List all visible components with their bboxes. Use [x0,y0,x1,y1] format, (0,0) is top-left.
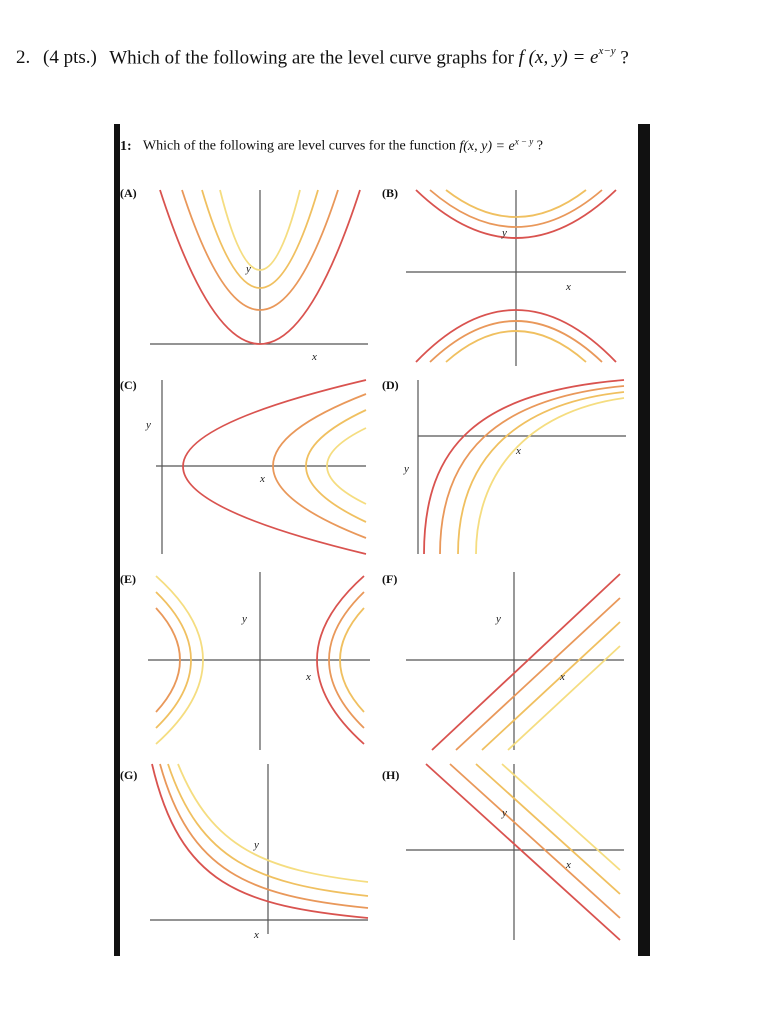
plot-d-curve [458,392,624,554]
level-curve-plots [120,124,638,956]
plot-c-x-label: x [260,473,265,485]
question-prompt: Which of the following are the level curve graphs for [109,47,514,69]
function-base: f (x, y) = e [518,47,599,69]
question-points: (4 pts.) [43,47,97,69]
question-text [16,40,760,71]
plot-g [150,764,368,941]
plot-h-curve [502,764,620,870]
figure-function-exponent: x − y [514,136,534,146]
plot-g-curve [160,764,368,908]
plot-d-curve [476,398,624,554]
plot-g-curve [178,764,368,882]
plot-e-y-label: y [242,613,247,625]
plot-g-x-label: x [254,929,259,941]
figure-end: ? [536,138,543,154]
question-end: ? [620,47,629,69]
plot-d-curve [424,380,624,554]
plot-d-y-label: y [404,463,409,475]
plot-h-y-label: y [502,807,507,819]
plot-b [406,190,626,366]
plot-b-x-label: x [566,281,571,293]
plot-f-curve [432,574,620,750]
plot-b-y-label: y [502,227,507,239]
figure-panel [114,124,650,956]
plot-f [406,572,624,750]
plot-g-curve [152,764,368,918]
plot-d-x-label: x [516,445,521,457]
plot-f-curve [482,622,620,750]
label-c: (C) [120,378,137,392]
question-function [519,47,616,68]
plot-f-curve [456,598,620,750]
plot-g-y-label: y [254,839,259,851]
plot-h-x-label: x [566,859,571,871]
plot-h [406,764,624,940]
plot-f-x-label: x [560,671,565,683]
plot-h-curve [426,764,620,940]
question-number: 2. [16,47,31,69]
label-f: (F) [382,572,398,586]
plot-d-curve [440,386,624,554]
figure-prefix: 1: [120,138,132,154]
plot-c [145,380,366,554]
plot-f-y-label: y [496,613,501,625]
label-h: (H) [382,768,400,782]
plot-e-x-label: x [306,671,311,683]
plot-e [148,572,370,750]
plot-h-curve [450,764,620,918]
figure-inner [120,124,638,956]
plot-c-y-label: y [146,419,151,431]
plot-a-y-label: y [246,263,251,275]
label-e: (E) [120,572,136,586]
plot-f-curve [508,646,620,750]
figure-prompt-text: Which of the following are level curves for the function [142,138,456,154]
figure-function-base: f(x, y) = e [459,138,515,154]
label-b: (B) [382,186,398,200]
label-g: (G) [120,768,138,782]
function-exponent: x−y [598,45,616,57]
label-a: (A) [120,186,137,200]
plot-a-x-label: x [312,351,317,363]
label-d: (D) [382,378,399,392]
plot-d [403,380,626,554]
plot-a [150,190,368,363]
